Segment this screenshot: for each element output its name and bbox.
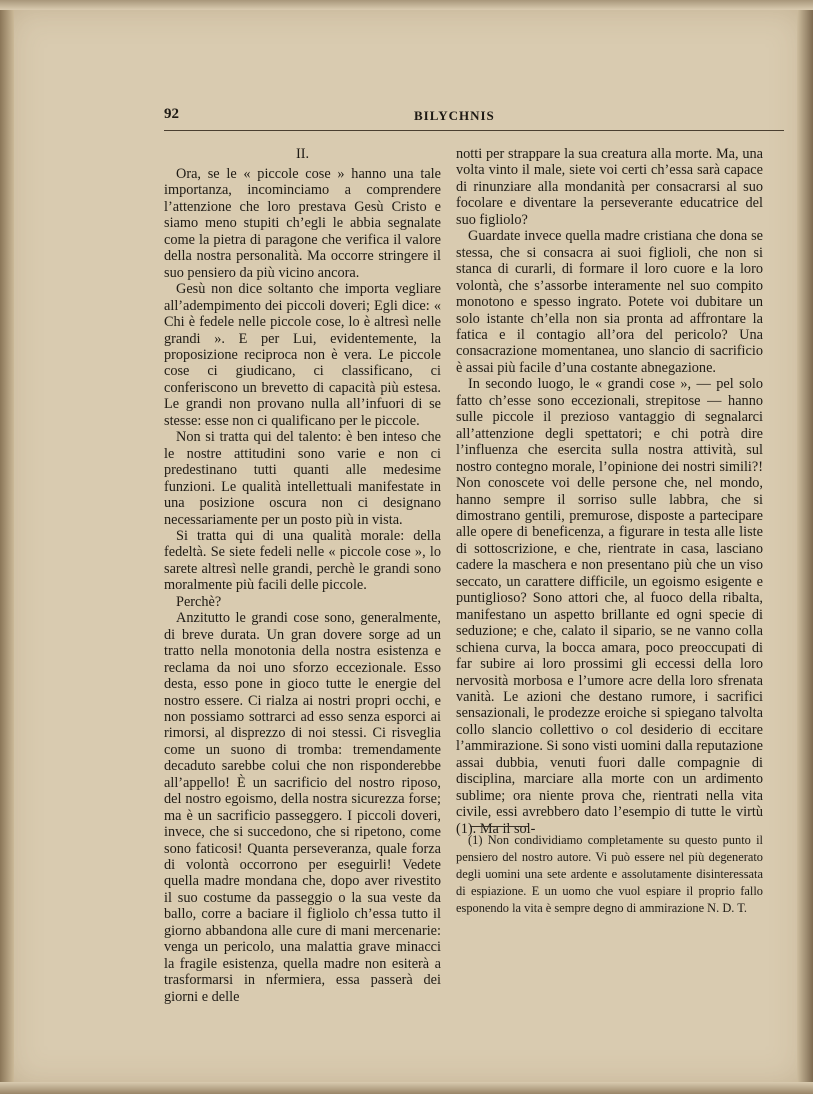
section-heading: II. (295, 146, 310, 162)
paragraph: Anzitutto le grandi cose sono, generalmente, di breve durata. Un gran dovere sorge ad un tratto nella monotonia della nostra esistenza e reclama da noi uno sforzo eccezionale. Esso desta, esso pone in gioco tutte le energie del nostro essere. Ci rialza ai nostri propri occhi, e non possiamo sottrarci ad esso senza esporci ai rimorsi, al disprezzo di noi stessi. Ci risveglia come un suono di tromba: tremendamente decaduto sarebbe colui che non risponderebbe all’appello! È un sacrificio del nostro riposo, del nostro egoismo, della nostra sicurezza forse; ma è un sacrificio passeggero. I piccoli doveri, invece, che si succedono, che si ripetono, come sono faticosi! Quanta perseveranza, quale forza di volontà occorrono per eseguirli! Vedete quella madre mondana che, dopo aver rivestito il suo costume da passeggio o la sua veste da ballo, corre a baciare il figliolo ch’essa tutto il giorno abbandona alle cure di mani mercenarie: venga un pericolo, una malattia grave minacci la fragile esistenza, quella madre non esiterà a trasformarsi in nfermiera, essa passerà dei giorni e delle (164, 610, 441, 1005)
page-top-edge (0, 0, 813, 10)
header-rule (164, 130, 784, 131)
paragraph: Non si tratta qui del talento: è ben inteso che le nostre attitudini sono varie e non ci predestinano tutti quanti alle medesime funzioni. Le qualità intellettuali manifestate in una posizione oscura non ci designano necessariamente per un posto più in vista. (164, 429, 441, 528)
right-column (456, 146, 763, 837)
paragraph: Gesù non dice soltanto che importa vegliare all’adempimento dei piccoli doveri; Egli dice: « Chi è fedele nelle piccole cose, lo è altresì nelle grandi ». E per Lui, evidentemente, la proposizione reciproca non è vera. Le piccole cose ci giudicano, ci classificano, ci conferiscono un brevetto di capacità più estesa. Le grandi non provano nulla all’infuori di se stesse: esse non ci qualificano per le piccole. (164, 281, 441, 429)
paragraph: notti per strappare la sua creatura alla morte. Ma, una volta vinto il male, siete voi certi ch’essa sarà capace di rinunziare alla mondanità per consacrarsi al suo focolare e diventare la perseverante educatrice del suo figliolo? (456, 146, 763, 228)
running-title: BILYCHNIS (414, 108, 495, 123)
page-bottom-edge (0, 1082, 813, 1094)
running-header (164, 106, 784, 128)
paragraph: Ora, se le « piccole cose » hanno una tale importanza, incominciamo a comprendere l’attenzione che loro prestava Gesù Cristo e siamo meno stupiti ch’egli le abbia segnalate come la pietra di paragone che verifica il valore della nostra personalità. Ma occorre stringere il suo pensiero da più vicino ancora. (164, 166, 441, 281)
paragraph: Si tratta qui di una qualità morale: della fedeltà. Se siete fedeli nelle « piccole cose », lo sarete altresì nelle grandi, perchè le grandi sono moralmente più facili delle piccole. (164, 527, 441, 594)
paragraph: In secondo luogo, le « grandi cose », — pel solo fatto ch’esse sono eccezionali, strepitose — hanno sulle piccole il prezioso vantaggio di segnalarci all’attenzione degli spettatori; e chi potrà dire l’influenza che esercita sulla nostra attività, sul nostro contegno morale, l’opinione dei nostri simili?! Non conoscete voi delle persone che, nel mondo, hanno sempre il sorriso sulle labbra, che si dimostrano gentili, premurose, disposte a partecipare alle opere di beneficenza, a figurare in testa alle liste di sottoscrizione, e che, rientrate in casa, lasciano cadere la maschera e non presentano più che un viso seccato, un carattere difficile, un egoismo esigente e puntiglioso? Sono attori che, al fuoco della ribalta, manifestano un aspetto brillante ed ogni specie di seduzione; e che, calato il sipario, se ne vanno colla schiena curva, la bocca amara, poco preoccupati di far subire ai loro prossimi gli eccessi della loro nervosità morbosa e l’umore acre della loro sfrenata vanità. Le azioni che destano rumore, i sacrifici sensazionali, le prodezze eroiche si spiegano talvolta collo slancio collettivo o col desiderio di eccitare l’ammirazione. Si sono visti uomini dalla reputazione assai dubbia, venuti fuori dalle compagnie di disciplina, marciare alla morte con un ardimento sublime; ora niente prova che, rientrati nella vita civile, essi avrebbero dato l’esempio di tutte le virtù (1). Ma il sol- (456, 376, 763, 837)
left-column (164, 146, 441, 1005)
footnote-text: (1) Non condividiamo completamente su questo punto il pensiero del nostro autore. Vi può essere nel più degenerato degli uomini una sete ardente e assolutamente disinteressata di espiazione. E un uomo che vuol espiare il proprio fallo esponendo la vita è sempre degno di ammirazione N. D. T. (456, 833, 763, 915)
page-right-edge (797, 0, 813, 1094)
footnote-rule (470, 826, 528, 827)
page-number: 92 (164, 106, 179, 122)
page-left-edge (0, 0, 14, 1094)
paragraph: Guardate invece quella madre cristiana che dona se stessa, che si consacra ai suoi figlioli, che non si stanca di curarli, di formare il loro cuore e la loro volontà, che s’assorbe interamente nel suo compito monotono e spesso ingrato. Potete voi dubitare un solo istante ch’ella non sia pronta ad affrontare la fatica e il contagio all’ora del pericolo? Una consacrazione momentanea, uno slancio di sacrificio è assai più facile d’una costante abnegazione. (456, 228, 763, 376)
paragraph: Perchè? (176, 593, 222, 610)
footnote (456, 832, 763, 917)
